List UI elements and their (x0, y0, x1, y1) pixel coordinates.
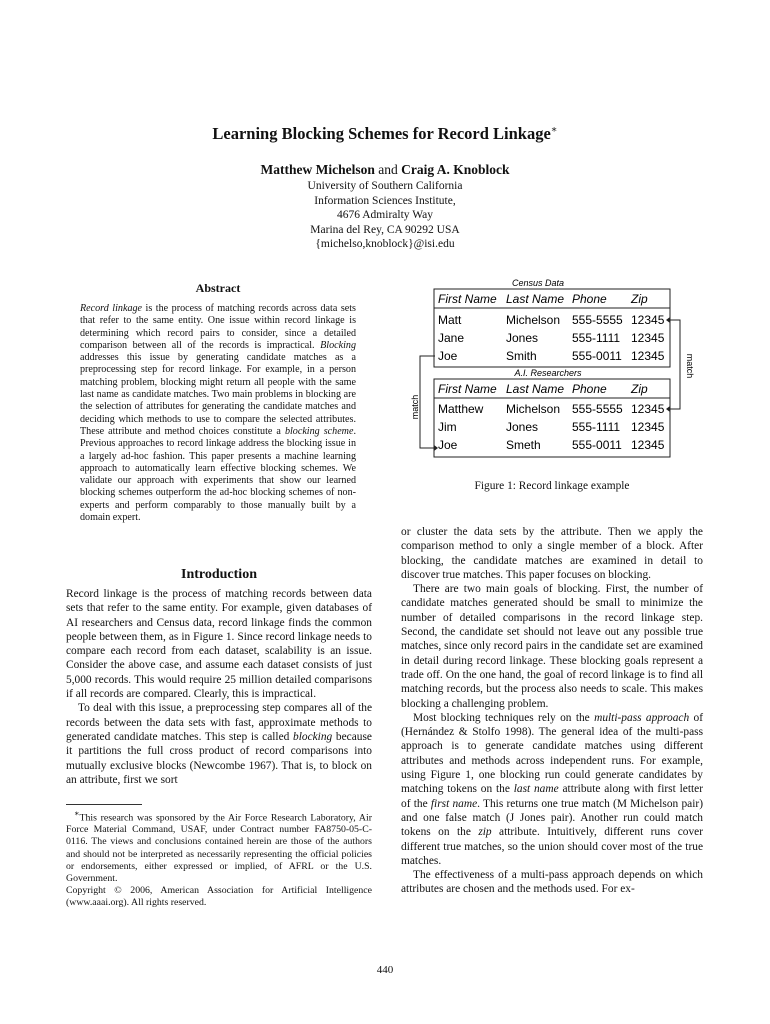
author-emails: {michelso,knoblock}@isi.edu (315, 238, 455, 251)
left-match-label: match (410, 394, 420, 420)
footnote-text: ∗This research was sponsored by the Air Force Research Laboratory, Air Force Material Command, USAF, under Contract number FA8750-05-C-0116. The views and conclusions contained herein are those of the authors and should not be interpreted as necessarily representing the official policies or endorsements, either expressed or implied, of AFRL or the U.S. Government. (66, 809, 372, 884)
svg-text:Michelson: Michelson (506, 402, 561, 416)
svg-text:Jones: Jones (506, 420, 539, 434)
header-first-name: First Name (438, 292, 497, 306)
svg-text:12345: 12345 (631, 349, 665, 363)
paragraph: There are two main goals of blocking. First, the number of candidate matches generated should be small to minimize the number of detailed comparisons in the record linkage step. Second, the candidate set should not leave out any possible true matches, since only record pairs in the candidate set are examined in detail during record linkage. These blocking goals represent a trade off. On the one hand, the goal of record linkage is to find all matching records, but the process also needs to scale. This makes blocking a challenging problem. (401, 583, 703, 710)
svg-text:Matthew: Matthew (438, 402, 484, 416)
svg-text:12345: 12345 (631, 331, 665, 345)
paper-title: Learning Blocking Schemes for Record Linkage∗ (212, 124, 558, 143)
header-phone: Phone (572, 292, 607, 306)
header-zip: Zip (631, 292, 648, 306)
record-linkage-figure (404, 276, 704, 466)
paragraph: Record linkage is the process of matching records between data sets that refer to the same entity. For example, given databases of AI researchers and Census data, record linkage finds the common people between them, as in Figure 1. Since record linkage needs to compare each record from each dataset, scalability is an issue. Consider the above case, and assume each dataset consists of just 5,000 records. This would require 25 million detailed comparisons if all records are compared. Clearly, this is impractical. (66, 588, 372, 701)
svg-text:Jones: Jones (506, 331, 539, 345)
table-row (438, 313, 665, 327)
paragraph: The effectiveness of a multi-pass approach depends on which attributes are chosen and the methods used. For ex- (401, 869, 703, 896)
svg-text:Joe: Joe (438, 438, 458, 452)
ai-researchers-title: A.I. Researchers (514, 368, 582, 378)
header-first-name: First Name (438, 382, 497, 396)
affiliation-line: 4676 Admiralty Way (337, 209, 433, 222)
svg-text:555-5555: 555-5555 (572, 313, 623, 327)
introduction-body (66, 587, 372, 787)
header-phone: Phone (572, 382, 607, 396)
left-match-connector (420, 356, 438, 451)
abstract-body: Record linkage is the process of matching records across data sets that refer to the same entity. One issue within record linkage is determining which record pairs to consider, since a detailed comparison between all of the records is impractical. Blocking addresses this issue by generating candidate matches as a preprocessing step for record linkage. For example, in a person matching problem, blocking might return all people with the same last name as candidate matches. Two main problems in blocking are the selection of attributes for generating the candidate matches and deciding which methods to use to compare the selected attributes. These attribute and method choices constitute a blocking scheme. Previous approaches to record linkage address the blocking issue in a largely ad-hoc fashion. This paper presents a machine learning approach to automatically learn effective blocking schemes. We validate our approach with experiments that show our learned blocking schemes outperform the ad-hoc blocking schemes of non-experts and perform comparably to those manually built by a domain expert. (80, 303, 356, 524)
table-row (438, 349, 665, 363)
paragraph: To deal with this issue, a preprocessing step compares all of the records between the data sets with fast, approximate methods to generated candidate matches. This step is called blocking because it partitions the full cross product of record comparisons into mutually exclusive blocks (Newcombe 1967). That is, to block on an attribute, first we sort (66, 702, 372, 786)
author-2: Craig A. Knoblock (401, 162, 510, 177)
svg-text:555-1111: 555-1111 (572, 420, 621, 434)
affiliation-line: Information Sciences Institute, (314, 194, 456, 207)
svg-text:Jane: Jane (438, 331, 465, 345)
paragraph: Most blocking techniques rely on the multi-pass approach of (Hernández & Stolfo 1998). The general idea of the multi-pass approach is to generate candidate matches using different attributes and methods across independent runs. For example, using Figure 1, one blocking run could generate candidates by matching tokens on the last name attribute along with first letter of the first name. This returns one true match (M Michelson pair) and one false match (J Jones pair). Another run could match tokens on the zip attribute. Intuitively, different runs cover different true matches, so the union should cover most of the true matches. (401, 711, 703, 867)
svg-text:12345: 12345 (631, 420, 665, 434)
header-last-name: Last Name (506, 382, 565, 396)
census-header-row (438, 292, 648, 306)
abstract-heading: Abstract (195, 281, 241, 295)
svg-text:Michelson: Michelson (506, 313, 561, 327)
introduction-heading: Introduction (181, 567, 257, 582)
right-match-label: match (685, 353, 695, 379)
svg-text:555-0011: 555-0011 (572, 438, 622, 452)
figure-caption: Figure 1: Record linkage example (474, 480, 630, 492)
header-zip: Zip (631, 382, 648, 396)
svg-text:Joe: Joe (438, 349, 458, 363)
svg-text:12345: 12345 (631, 438, 665, 452)
svg-text:555-1111: 555-1111 (572, 331, 621, 345)
paragraph: or cluster the data sets by the attribute. Then we apply the comparison method to only a single member of a block. After blocking, the candidate matches are examined in detail to discover true matches. This paper focuses on blocking. (401, 526, 703, 581)
affiliation (0, 179, 770, 252)
author-1: Matthew Michelson (260, 162, 375, 177)
authors (0, 162, 770, 178)
table-row (438, 402, 665, 416)
affiliation-line: Marina del Rey, CA 90292 USA (310, 223, 460, 236)
census-data-title: Census Data (511, 278, 565, 288)
page-number: 440 (376, 964, 394, 976)
svg-text:Matt: Matt (438, 313, 462, 327)
author-separator: and (378, 162, 398, 177)
table-row (438, 420, 665, 434)
svg-text:12345: 12345 (631, 402, 665, 416)
affiliation-line: University of Southern California (307, 180, 463, 192)
ai-header-row (438, 382, 648, 396)
title-footnote-mark: ∗ (550, 124, 558, 136)
census-rows (438, 313, 665, 363)
svg-text:12345: 12345 (631, 313, 665, 327)
copyright-notice: Copyright © 2006, American Association for Artificial Intelligence (www.aaai.org). All rights reserved. (66, 884, 372, 908)
svg-text:Smith: Smith (506, 349, 537, 363)
header-last-name: Last Name (506, 292, 565, 306)
table-row (438, 331, 665, 345)
svg-text:Smeth: Smeth (506, 438, 541, 452)
footnote-rule (66, 804, 142, 805)
footnote (66, 808, 372, 909)
svg-text:555-5555: 555-5555 (572, 402, 623, 416)
table-row (438, 438, 665, 452)
ai-rows (438, 402, 665, 452)
right-column-body (401, 525, 703, 897)
svg-text:Jim: Jim (438, 420, 457, 434)
svg-text:555-0011: 555-0011 (572, 349, 622, 363)
